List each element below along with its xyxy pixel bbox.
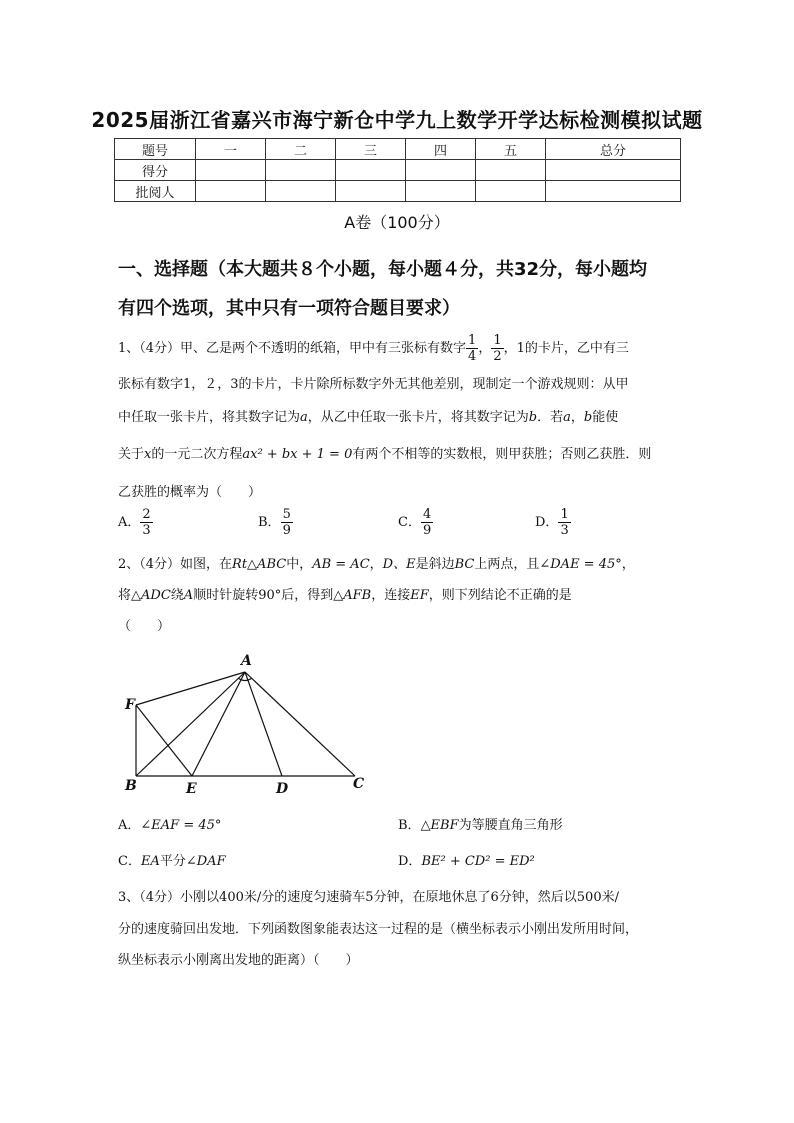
reviewer-cell: [336, 181, 406, 202]
fraction: [491, 333, 503, 364]
q2-option-d[interactable]: [398, 850, 535, 869]
q1-text: 能使: [592, 410, 619, 425]
option-label: C．: [118, 854, 141, 869]
q1-text: ．若: [537, 410, 564, 425]
score-cell: [476, 160, 546, 181]
q2-text: ，: [369, 557, 383, 572]
section-heading-line1: 一、选择题（本大题共８个小题，每小题４分，共32分，每小题均: [118, 259, 648, 280]
score-table: [114, 138, 681, 202]
header-cell: 一: [196, 139, 266, 160]
row-label: 批阅人: [115, 181, 196, 202]
math-expr: Rt△ABC: [232, 557, 287, 572]
row-label: 得分: [115, 160, 196, 181]
math-var: a: [563, 410, 571, 425]
denominator: 4: [468, 349, 477, 364]
reviewer-cell: [266, 181, 336, 202]
q2-text: ，: [621, 557, 635, 572]
q1-text: ，从乙中任取一张卡片，将其数字记为: [307, 410, 529, 425]
q2-text: 顺时针旋转90°后，得到: [193, 588, 334, 603]
q2-text: 上两点，且: [474, 557, 540, 572]
q1-line1: [118, 333, 683, 364]
segment-fa: [136, 672, 245, 705]
math-var: b: [583, 410, 593, 425]
math-expr: EA: [140, 854, 160, 869]
reviewer-cell: [476, 181, 546, 202]
point-label-d: D: [276, 781, 289, 797]
math-var: x: [144, 447, 152, 462]
q3-line1: 3、（4分）小刚以400米/分的速度匀速骑车5分钟，在原地休息了6分钟，然后以500米/: [118, 890, 619, 905]
q1-text: ，: [570, 410, 584, 425]
score-cell: [546, 160, 681, 181]
math-expr: △AFB: [333, 588, 372, 603]
q2-option-c[interactable]: [118, 850, 226, 869]
volume-label: A卷（100分）: [344, 213, 450, 232]
header-cell: 五: [476, 139, 546, 160]
q1-line2: 张标有数字1，２，3的卡片，卡片除所标数字外无其他差别，现制定一个游戏规则：从甲: [118, 377, 629, 392]
q1-option-b[interactable]: [258, 507, 293, 538]
denominator: 2: [493, 349, 502, 364]
segment-ae: [192, 672, 245, 776]
q1-text: 关于: [118, 447, 145, 462]
reviewer-row: [115, 181, 681, 202]
fraction: [140, 507, 152, 538]
section-heading-line2: 有四个选项，其中只有一项符合题目要求）: [118, 298, 460, 319]
option-label: A．: [118, 515, 141, 530]
denominator: 9: [282, 523, 291, 538]
math-expr: A: [183, 588, 194, 603]
segment-ad: [245, 672, 282, 776]
reviewer-cell: [196, 181, 266, 202]
q1-line4: [118, 443, 683, 462]
math-var: b: [528, 410, 538, 425]
fraction: [466, 333, 478, 364]
q1-line5: 乙获胜的概率为（ ）: [118, 485, 262, 500]
q1-option-a[interactable]: [118, 507, 153, 538]
math-expr: ∠DAE = 45°: [539, 557, 622, 572]
point-label-c: C: [353, 776, 365, 792]
header-cell: 题号: [115, 139, 196, 160]
q2-line1: [118, 553, 683, 572]
reviewer-cell: [546, 181, 681, 202]
q2-line2: [118, 584, 683, 603]
q2-text: 将: [118, 588, 132, 603]
option-label: D．: [398, 854, 422, 869]
option-label: D．: [535, 515, 559, 530]
q3-line2: 分的速度骑回出发地．下列函数图象能表达这一过程的是（横坐标表示小刚出发所用时间，: [118, 922, 639, 937]
q1-line3: [118, 406, 683, 425]
score-cell: [336, 160, 406, 181]
math-expr: BC: [454, 557, 475, 572]
q2-text: ，则下列结论不正确的是: [428, 588, 572, 603]
denominator: 9: [422, 523, 432, 538]
q1-option-d[interactable]: [535, 507, 571, 538]
numerator: 1: [468, 333, 477, 348]
fraction: [281, 507, 293, 538]
fraction: [421, 507, 433, 538]
q1-text: 1、（4分）甲、乙是两个不透明的纸箱，甲中有三张标有数字: [118, 341, 467, 356]
math-expr: △EBF: [420, 818, 459, 833]
denominator: 3: [142, 523, 151, 538]
numerator: 5: [282, 507, 291, 522]
numerator: 2: [142, 507, 151, 522]
option-label: A．: [118, 818, 141, 833]
q2-text: 绕: [170, 588, 184, 603]
option-label: B．: [398, 818, 421, 833]
q1-option-c[interactable]: [398, 507, 433, 538]
numerator: 1: [560, 507, 569, 522]
segment-fe: [136, 705, 192, 776]
point-label-b: B: [125, 778, 137, 794]
score-table-header-row: [115, 139, 681, 160]
math-expr: ∠DAF: [185, 854, 226, 869]
q2-text: 2、（4分）如图，在: [118, 557, 233, 572]
q1-text: ，1的卡片，乙中有三: [503, 341, 629, 356]
option-label: B．: [258, 515, 281, 530]
denominator: 3: [560, 523, 569, 538]
header-cell: 三: [336, 139, 406, 160]
fraction: [558, 507, 570, 538]
option-text: 为等腰直角三角形: [458, 818, 563, 833]
q2-text: ，连接: [371, 588, 411, 603]
score-cell: [266, 160, 336, 181]
geometry-figure: [110, 645, 380, 800]
angle-mark: [238, 678, 252, 681]
segment-ac: [245, 672, 355, 776]
q1-text: 中任取一张卡片，将其数字记为: [118, 410, 301, 425]
score-row: [115, 160, 681, 181]
math-expr: EF: [410, 588, 429, 603]
math-expr: D、E: [382, 557, 416, 572]
header-cell: 四: [406, 139, 476, 160]
math-expr: AB = AC: [312, 557, 370, 572]
option-text: 平分: [159, 854, 186, 869]
q3-line3: 纵坐标表示小刚离出发地的距离）（ ）: [118, 953, 359, 968]
point-label-f: F: [125, 697, 135, 713]
q2-option-a[interactable]: [118, 814, 221, 833]
q2-text: 中，: [286, 557, 313, 572]
point-label-a: A: [241, 653, 252, 669]
q1-text: 有两个不相等的实数根，则甲获胜；否则乙获胜．则: [352, 447, 652, 462]
numerator: 1: [493, 333, 502, 348]
exam-title: 2025届浙江省嘉兴市海宁新仓中学九上数学开学达标检测模拟试题: [91, 108, 703, 132]
numerator: 4: [422, 507, 432, 522]
reviewer-cell: [406, 181, 476, 202]
q1-text: 的一元二次方程: [151, 447, 243, 462]
score-cell: [196, 160, 266, 181]
option-label: C．: [398, 515, 421, 530]
math-equation: ax² + bx + 1 = 0: [242, 447, 353, 462]
math-var: a: [300, 410, 308, 425]
q2-text: 是斜边: [415, 557, 455, 572]
q2-option-b[interactable]: [398, 814, 563, 833]
math-expr: ∠EAF = 45°: [140, 818, 222, 833]
math-expr: BE² + CD² = ED²: [421, 854, 535, 869]
score-cell: [406, 160, 476, 181]
point-label-e: E: [186, 781, 197, 797]
q2-line3: （ ）: [118, 619, 171, 634]
q1-text: ，: [478, 341, 492, 356]
header-cell: 总分: [546, 139, 681, 160]
header-cell: 二: [266, 139, 336, 160]
segment-ab: [136, 672, 245, 776]
math-expr: △ADC: [131, 588, 171, 603]
